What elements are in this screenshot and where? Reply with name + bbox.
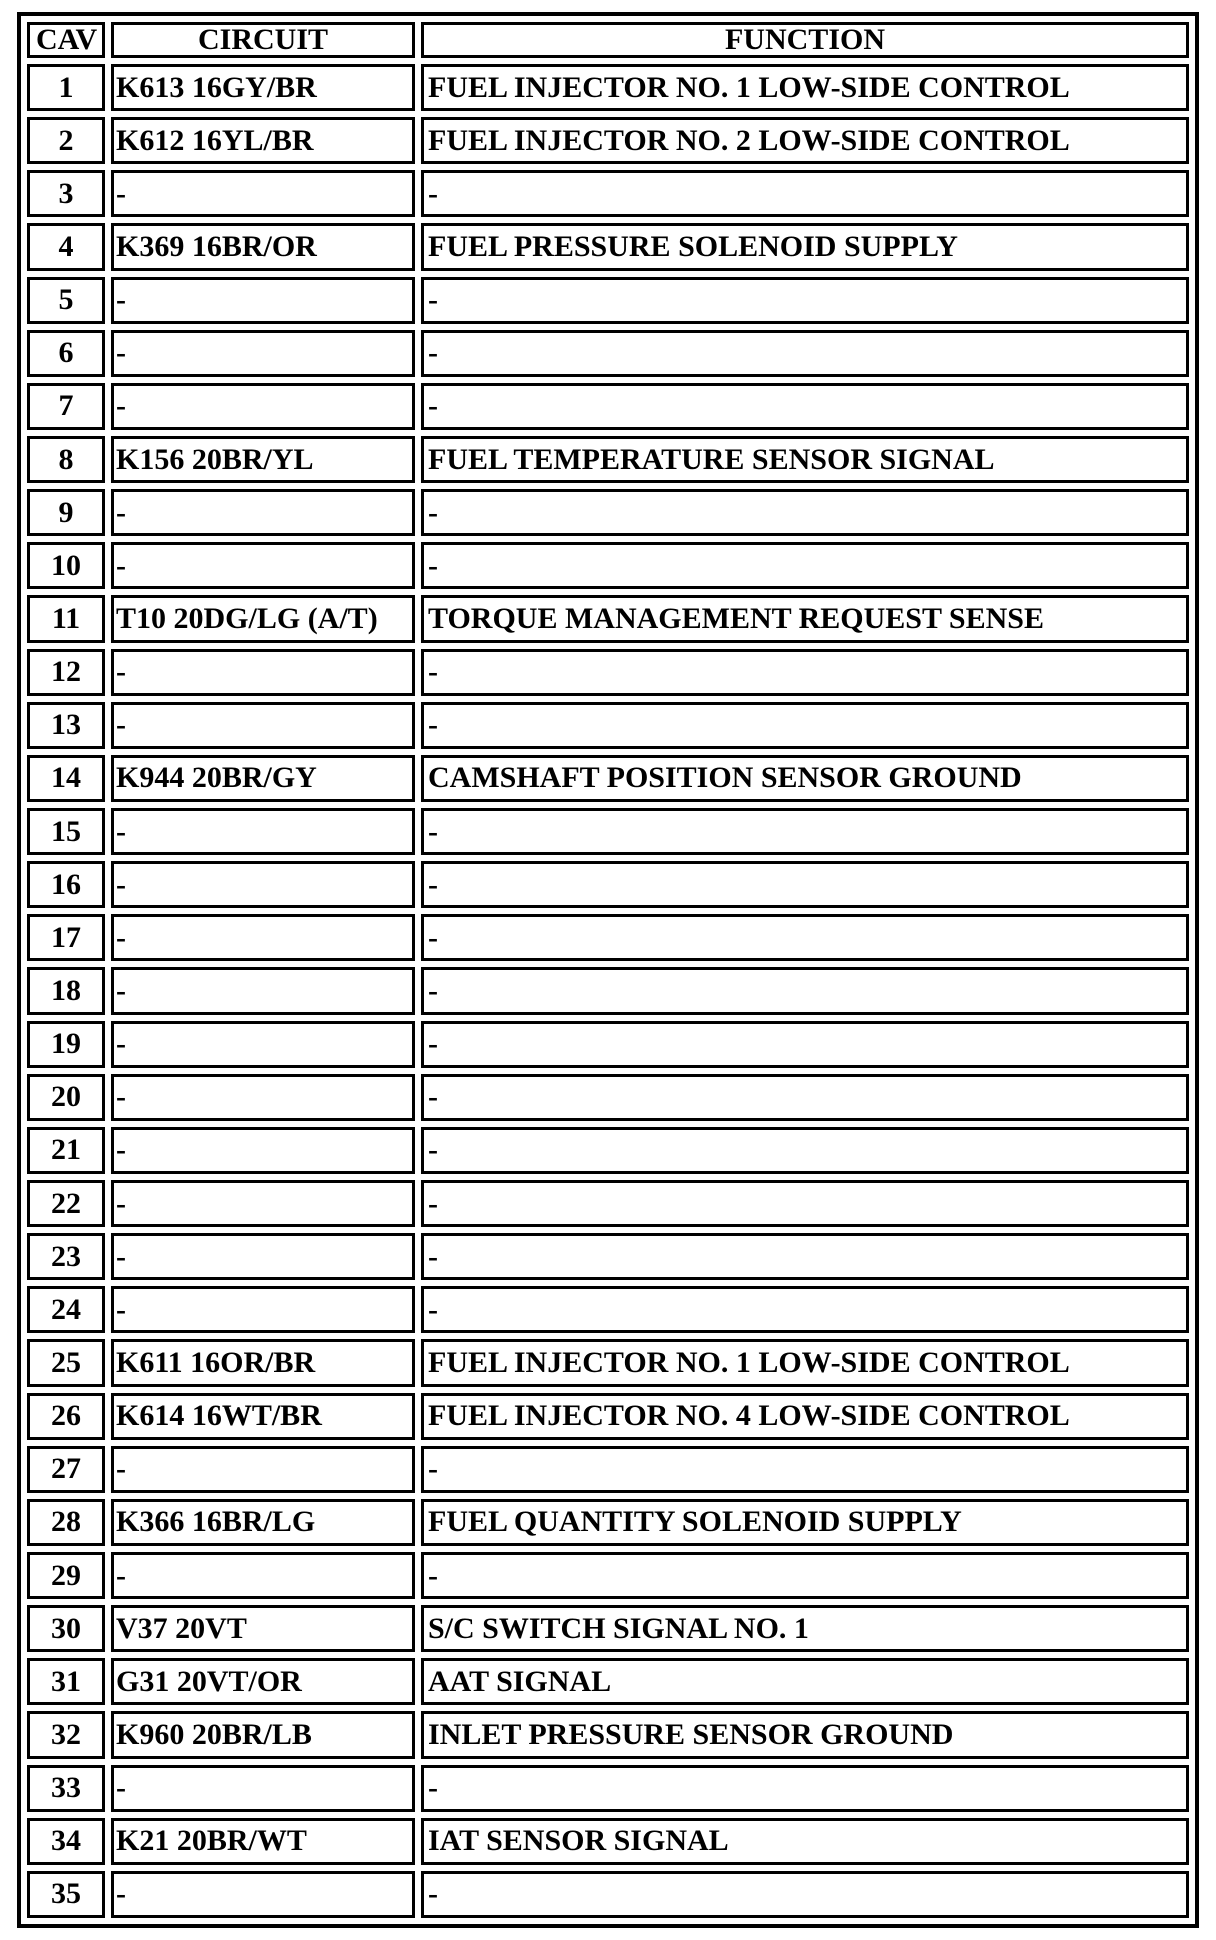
cav-cell: 18 <box>27 967 105 1014</box>
function-cell: - <box>421 277 1189 324</box>
table-row <box>27 277 1189 324</box>
function-cell: - <box>421 1871 1189 1918</box>
cav-cell: 31 <box>27 1658 105 1705</box>
cav-cell: 5 <box>27 277 105 324</box>
cav-cell: 4 <box>27 223 105 270</box>
cav-cell: 16 <box>27 861 105 908</box>
circuit-cell: - <box>111 170 415 217</box>
table-row <box>27 1286 1189 1333</box>
table-row <box>27 861 1189 908</box>
cav-cell: 12 <box>27 649 105 696</box>
circuit-cell: - <box>111 542 415 589</box>
connector-pinout-table <box>17 12 1199 1928</box>
table-row <box>27 914 1189 961</box>
circuit-cell: - <box>111 1286 415 1333</box>
cav-cell: 10 <box>27 542 105 589</box>
table-row <box>27 436 1189 483</box>
function-cell: - <box>421 383 1189 430</box>
table-row <box>27 1818 1189 1865</box>
cav-cell: 3 <box>27 170 105 217</box>
function-cell: - <box>421 914 1189 961</box>
function-cell: - <box>421 1180 1189 1227</box>
cav-cell: 8 <box>27 436 105 483</box>
circuit-cell: K369 16BR/OR <box>111 223 415 270</box>
cav-cell: 7 <box>27 383 105 430</box>
function-cell: - <box>421 649 1189 696</box>
function-cell: - <box>421 542 1189 589</box>
function-cell: - <box>421 967 1189 1014</box>
circuit-cell: - <box>111 967 415 1014</box>
table-row <box>27 702 1189 749</box>
header-row <box>27 22 1189 58</box>
circuit-cell: K612 16YL/BR <box>111 117 415 164</box>
function-cell: - <box>421 1233 1189 1280</box>
function-cell: CAMSHAFT POSITION SENSOR GROUND <box>421 755 1189 802</box>
cav-cell: 11 <box>27 595 105 642</box>
cav-cell: 27 <box>27 1446 105 1493</box>
table-row <box>27 1074 1189 1121</box>
circuit-cell: K366 16BR/LG <box>111 1499 415 1546</box>
cav-cell: 20 <box>27 1074 105 1121</box>
cav-cell: 2 <box>27 117 105 164</box>
cav-cell: 25 <box>27 1339 105 1386</box>
circuit-cell: K611 16OR/BR <box>111 1339 415 1386</box>
function-cell: S/C SWITCH SIGNAL NO. 1 <box>421 1605 1189 1652</box>
cav-cell: 34 <box>27 1818 105 1865</box>
function-cell: FUEL TEMPERATURE SENSOR SIGNAL <box>421 436 1189 483</box>
table-row <box>27 1127 1189 1174</box>
cav-cell: 33 <box>27 1765 105 1812</box>
circuit-cell: - <box>111 808 415 855</box>
circuit-cell: K614 16WT/BR <box>111 1393 415 1440</box>
cav-cell: 23 <box>27 1233 105 1280</box>
circuit-cell: - <box>111 277 415 324</box>
header-cav: CAV <box>27 22 105 58</box>
circuit-cell: - <box>111 1871 415 1918</box>
circuit-cell: - <box>111 1446 415 1493</box>
circuit-cell: K156 20BR/YL <box>111 436 415 483</box>
table-row <box>27 170 1189 217</box>
cav-cell: 30 <box>27 1605 105 1652</box>
table-row <box>27 1658 1189 1705</box>
function-cell: - <box>421 1021 1189 1068</box>
table-row <box>27 117 1189 164</box>
cav-cell: 1 <box>27 64 105 111</box>
cav-cell: 13 <box>27 702 105 749</box>
function-cell: FUEL INJECTOR NO. 1 LOW-SIDE CONTROL <box>421 64 1189 111</box>
function-cell: AAT SIGNAL <box>421 1658 1189 1705</box>
function-cell: - <box>421 1074 1189 1121</box>
table-row <box>27 489 1189 536</box>
header-function: FUNCTION <box>421 22 1189 58</box>
function-cell: - <box>421 489 1189 536</box>
function-cell: - <box>421 1446 1189 1493</box>
function-cell: - <box>421 170 1189 217</box>
table-row <box>27 808 1189 855</box>
circuit-cell: - <box>111 330 415 377</box>
cav-cell: 14 <box>27 755 105 802</box>
table-row <box>27 595 1189 642</box>
table-row <box>27 967 1189 1014</box>
circuit-cell: T10 20DG/LG (A/T) <box>111 595 415 642</box>
table-row <box>27 1180 1189 1227</box>
cav-cell: 35 <box>27 1871 105 1918</box>
circuit-cell: - <box>111 1074 415 1121</box>
circuit-cell: - <box>111 1552 415 1599</box>
function-cell: IAT SENSOR SIGNAL <box>421 1818 1189 1865</box>
pinout-table <box>21 16 1195 1924</box>
circuit-cell: - <box>111 914 415 961</box>
function-cell: - <box>421 702 1189 749</box>
cav-cell: 28 <box>27 1499 105 1546</box>
table-row <box>27 542 1189 589</box>
table-row <box>27 1393 1189 1440</box>
table-row <box>27 1233 1189 1280</box>
cav-cell: 19 <box>27 1021 105 1068</box>
function-cell: FUEL INJECTOR NO. 1 LOW-SIDE CONTROL <box>421 1339 1189 1386</box>
function-cell: TORQUE MANAGEMENT REQUEST SENSE <box>421 595 1189 642</box>
cav-cell: 6 <box>27 330 105 377</box>
circuit-cell: K613 16GY/BR <box>111 64 415 111</box>
table-row <box>27 64 1189 111</box>
function-cell: FUEL PRESSURE SOLENOID SUPPLY <box>421 223 1189 270</box>
function-cell: - <box>421 808 1189 855</box>
table-row <box>27 649 1189 696</box>
cav-cell: 22 <box>27 1180 105 1227</box>
cav-cell: 9 <box>27 489 105 536</box>
table-row <box>27 1552 1189 1599</box>
table-row <box>27 1711 1189 1758</box>
circuit-cell: - <box>111 1233 415 1280</box>
table-row <box>27 1339 1189 1386</box>
table-row <box>27 1605 1189 1652</box>
circuit-cell: K944 20BR/GY <box>111 755 415 802</box>
function-cell: - <box>421 1765 1189 1812</box>
circuit-cell: - <box>111 1765 415 1812</box>
table-row <box>27 1871 1189 1918</box>
circuit-cell: - <box>111 1021 415 1068</box>
circuit-cell: V37 20VT <box>111 1605 415 1652</box>
function-cell: INLET PRESSURE SENSOR GROUND <box>421 1711 1189 1758</box>
circuit-cell: G31 20VT/OR <box>111 1658 415 1705</box>
table-row <box>27 755 1189 802</box>
function-cell: - <box>421 330 1189 377</box>
header-circuit: CIRCUIT <box>111 22 415 58</box>
circuit-cell: - <box>111 489 415 536</box>
cav-cell: 32 <box>27 1711 105 1758</box>
table-row <box>27 1499 1189 1546</box>
function-cell: - <box>421 1552 1189 1599</box>
circuit-cell: - <box>111 1180 415 1227</box>
function-cell: FUEL INJECTOR NO. 4 LOW-SIDE CONTROL <box>421 1393 1189 1440</box>
circuit-cell: - <box>111 861 415 908</box>
cav-cell: 15 <box>27 808 105 855</box>
cav-cell: 24 <box>27 1286 105 1333</box>
cav-cell: 17 <box>27 914 105 961</box>
function-cell: FUEL INJECTOR NO. 2 LOW-SIDE CONTROL <box>421 117 1189 164</box>
circuit-cell: K21 20BR/WT <box>111 1818 415 1865</box>
cav-cell: 29 <box>27 1552 105 1599</box>
function-cell: FUEL QUANTITY SOLENOID SUPPLY <box>421 1499 1189 1546</box>
table-row <box>27 1021 1189 1068</box>
circuit-cell: - <box>111 1127 415 1174</box>
table-row <box>27 1765 1189 1812</box>
function-cell: - <box>421 1286 1189 1333</box>
table-row <box>27 1446 1189 1493</box>
circuit-cell: - <box>111 702 415 749</box>
table-row <box>27 223 1189 270</box>
circuit-cell: - <box>111 383 415 430</box>
table-row <box>27 383 1189 430</box>
cav-cell: 21 <box>27 1127 105 1174</box>
table-row <box>27 330 1189 377</box>
circuit-cell: K960 20BR/LB <box>111 1711 415 1758</box>
function-cell: - <box>421 1127 1189 1174</box>
cav-cell: 26 <box>27 1393 105 1440</box>
function-cell: - <box>421 861 1189 908</box>
circuit-cell: - <box>111 649 415 696</box>
